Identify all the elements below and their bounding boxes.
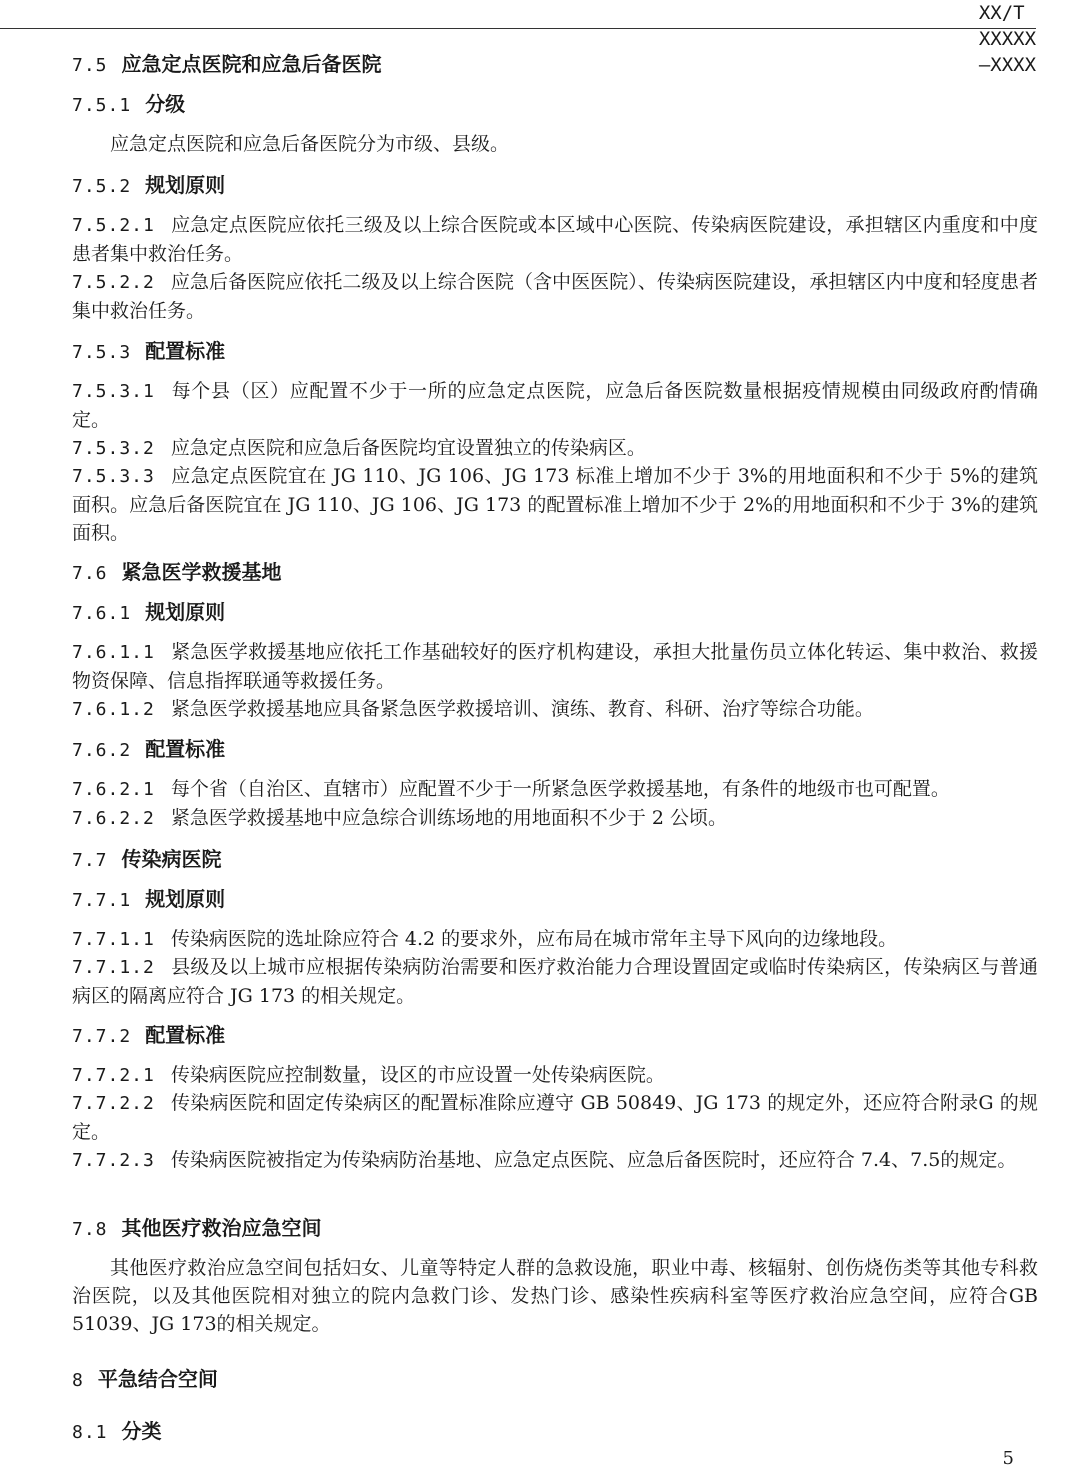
clause-text: 每个省（自治区、直辖市）应配置不少于一所紧急医学救援基地，有条件的地级市也可配置。 bbox=[170, 778, 950, 800]
clause-text: 县级及以上城市应根据传染病防治需要和医疗救治能力合理设置固定或临时传染病区，传染病区与普通病区的隔离应符合 JG 173 的相关规定。 bbox=[72, 956, 1038, 1007]
clause-item bbox=[72, 377, 1038, 434]
clause-number: 7.7.2.2 bbox=[72, 1093, 155, 1114]
clause-text: 紧急医学救援基地应具备紧急医学救援培训、演练、教育、科研、治疗等综合功能。 bbox=[170, 698, 874, 720]
clause-text: 每个县（区）应配置不少于一所的应急定点医院，应急后备医院数量根据疫情规模由同级政府酌情确定。 bbox=[72, 380, 1038, 431]
clause-number: 7.7 bbox=[72, 850, 108, 871]
page-number: 5 bbox=[1002, 1448, 1014, 1469]
heading-text: 应急定点医院和应急后备医院 bbox=[121, 52, 382, 76]
clause-number: 7.5.3.2 bbox=[72, 438, 155, 459]
clause-text: 应急后备医院应依托二级及以上综合医院（含中医医院）、传染病医院建设，承担辖区内中度和轻度患者集中救治任务。 bbox=[72, 271, 1038, 322]
section-heading bbox=[72, 1417, 1038, 1447]
section-heading bbox=[72, 885, 1038, 915]
clause-text: 传染病医院应控制数量，设区的市应设置一处传染病医院。 bbox=[170, 1064, 665, 1086]
clause-item bbox=[72, 804, 1038, 833]
clause-item bbox=[72, 953, 1038, 1010]
heading-text: 配置标准 bbox=[145, 1023, 226, 1047]
heading-text: 分级 bbox=[145, 92, 186, 116]
section-heading bbox=[72, 1365, 1038, 1395]
clause-text: 紧急医学救援基地应依托工作基础较好的医疗机构建设，承担大批量伤员立体化转运、集中救治、救援物资保障、信息指挥联通等救援任务。 bbox=[72, 641, 1038, 692]
clause-number: 7.5.2.2 bbox=[72, 272, 155, 293]
clause-number: 7.5.3.1 bbox=[72, 381, 155, 402]
clause-number: 7.7.2.1 bbox=[72, 1065, 155, 1086]
section-heading bbox=[72, 50, 1038, 80]
clause-number: 7.7.1 bbox=[72, 890, 132, 911]
clause-text: 传染病医院和固定传染病区的配置标准除应遵守 GB 50849、JG 173 的规定外，还应符合附录G 的规定。 bbox=[72, 1092, 1038, 1143]
clause-number: 7.8 bbox=[72, 1219, 108, 1240]
heading-text: 规划原则 bbox=[145, 173, 226, 197]
clause-number: 7.5.2.1 bbox=[72, 215, 155, 236]
clause-item bbox=[72, 1061, 1038, 1090]
section-heading bbox=[72, 598, 1038, 628]
clause-number: 8 bbox=[72, 1370, 84, 1391]
section-heading bbox=[72, 90, 1038, 120]
heading-text: 规划原则 bbox=[145, 600, 226, 624]
body-paragraph bbox=[72, 130, 1038, 158]
clause-item bbox=[72, 695, 1038, 724]
heading-text: 规划原则 bbox=[145, 887, 226, 911]
clause-text: 应急定点医院和应急后备医院均宜设置独立的传染病区。 bbox=[170, 437, 646, 459]
clause-text: 其他医疗救治应急空间包括妇女、儿童等特定人群的急救设施，职业中毒、核辐射、创伤烧伤类等其他专科救治医院，以及其他医院相对独立的院内急救门诊、发热门诊、感染性疾病科室等医疗救治应急空间，应符合GB 51039、JG 173的相关规定。 bbox=[72, 1257, 1038, 1335]
clause-number: 7.7.2 bbox=[72, 1026, 132, 1047]
clause-number: 7.6.1.2 bbox=[72, 699, 155, 720]
clause-number: 8.1 bbox=[72, 1422, 108, 1443]
clause-item bbox=[72, 462, 1038, 547]
clause-number: 7.7.1.1 bbox=[72, 929, 155, 950]
clause-number: 7.6.2 bbox=[72, 740, 132, 761]
clause-number: 7.5.1 bbox=[72, 95, 132, 116]
clause-item bbox=[72, 925, 1038, 954]
section-heading bbox=[72, 845, 1038, 875]
section-heading bbox=[72, 558, 1038, 588]
clause-number: 7.7.1.2 bbox=[72, 957, 155, 978]
clause-item bbox=[72, 434, 1038, 463]
clause-number: 7.6.1.1 bbox=[72, 642, 155, 663]
clause-item bbox=[72, 1089, 1038, 1146]
heading-text: 配置标准 bbox=[145, 737, 226, 761]
clause-item bbox=[72, 775, 1038, 804]
clause-number: 7.7.2.3 bbox=[72, 1150, 155, 1171]
clause-text: 紧急医学救援基地中应急综合训练场地的用地面积不少于 2 公顷。 bbox=[170, 807, 728, 829]
heading-text: 配置标准 bbox=[145, 339, 226, 363]
heading-text: 紧急医学救援基地 bbox=[121, 560, 282, 584]
body-paragraph bbox=[72, 1254, 1038, 1338]
clause-item bbox=[72, 268, 1038, 325]
clause-item bbox=[72, 638, 1038, 695]
clause-text: 应急定点医院和应急后备医院分为市级、县级。 bbox=[110, 133, 510, 155]
section-heading bbox=[72, 735, 1038, 765]
clause-number: 7.6.2.2 bbox=[72, 808, 155, 829]
standard-code: XX/T XXXXX—XXXX bbox=[978, 2, 1037, 76]
clause-number: 7.6.1 bbox=[72, 603, 132, 624]
clause-number: 7.6.2.1 bbox=[72, 779, 155, 800]
section-heading bbox=[72, 1214, 1038, 1244]
clause-number: 7.6 bbox=[72, 563, 108, 584]
section-heading bbox=[72, 337, 1038, 367]
heading-text: 其他医疗救治应急空间 bbox=[121, 1216, 322, 1240]
heading-text: 传染病医院 bbox=[121, 847, 222, 871]
clause-number: 7.5 bbox=[72, 55, 108, 76]
clause-text: 传染病医院的选址除应符合 4.2 的要求外，应布局在城市常年主导下风向的边缘地段。 bbox=[170, 928, 898, 950]
clause-item bbox=[72, 1146, 1038, 1175]
clause-number: 7.5.2 bbox=[72, 176, 132, 197]
section-heading bbox=[72, 171, 1038, 201]
clause-text: 应急定点医院宜在 JG 110、JG 106、JG 173 标准上增加不少于 3%的用地面积和不少于 5%的建筑面积。应急后备医院宜在 JG 110、JG 106、JG 173 的配置标准上增加不少于 2%的用地面积和不少于 3%的建筑面积。 bbox=[72, 465, 1038, 544]
clause-number: 7.5.3.3 bbox=[72, 466, 155, 487]
clause-number: 7.5.3 bbox=[72, 342, 132, 363]
clause-text: 应急定点医院应依托三级及以上综合医院或本区域中心医院、传染病医院建设，承担辖区内重度和中度患者集中救治任务。 bbox=[72, 214, 1038, 265]
heading-text: 平急结合空间 bbox=[97, 1367, 218, 1391]
clause-item bbox=[72, 211, 1038, 268]
section-heading bbox=[72, 1021, 1038, 1051]
clause-text: 传染病医院被指定为传染病防治基地、应急定点医院、应急后备医院时，还应符合 7.4、7.5的规定。 bbox=[170, 1149, 1017, 1171]
heading-text: 分类 bbox=[121, 1419, 162, 1443]
